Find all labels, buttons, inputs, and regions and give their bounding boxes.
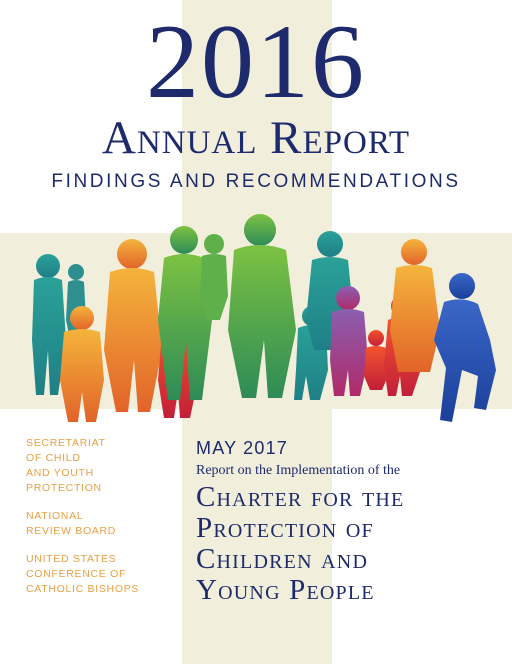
family-silhouettes-illustration <box>0 200 512 440</box>
silhouette-adult-green-center <box>228 214 296 398</box>
report-year: 2016 <box>146 3 366 120</box>
silhouette-adult-orange <box>104 239 162 412</box>
silhouette-child-orange <box>60 306 104 422</box>
charter-title <box>196 482 506 606</box>
org-line: OF CHILD <box>26 452 81 464</box>
charter-line: Children and <box>196 543 369 575</box>
report-title: Annual Report <box>101 112 411 164</box>
silhouette-toddler-red <box>364 330 388 390</box>
org-line: REVIEW BOARD <box>26 525 117 537</box>
charter-line: Charter for the <box>196 481 405 513</box>
silhouette-child-green <box>200 234 228 320</box>
org-line: CATHOLIC BISHOPS <box>26 583 140 595</box>
charter-line: Young People <box>196 574 375 606</box>
org-usccb <box>26 552 196 597</box>
org-line: SECRETARIAT <box>26 437 106 449</box>
org-line: CONFERENCE OF <box>26 568 127 580</box>
org-line: PROTECTION <box>26 482 102 494</box>
sponsor-organizations <box>26 436 196 610</box>
publication-date: MAY 2017 <box>196 438 288 458</box>
org-line: NATIONAL <box>26 510 84 522</box>
org-line: AND YOUTH <box>26 467 94 479</box>
silhouette-child-blue-running <box>434 273 496 422</box>
charter-line: Protection of <box>196 512 374 544</box>
silhouette-adult-orange-right <box>390 239 440 372</box>
org-secretariat <box>26 436 196 496</box>
report-subtitle: FINDINGS AND RECOMMENDATIONS <box>51 171 461 192</box>
org-line: UNITED STATES <box>26 553 117 565</box>
report-on-label: Report on the Implementation of the <box>196 463 401 478</box>
org-review-board <box>26 509 196 539</box>
